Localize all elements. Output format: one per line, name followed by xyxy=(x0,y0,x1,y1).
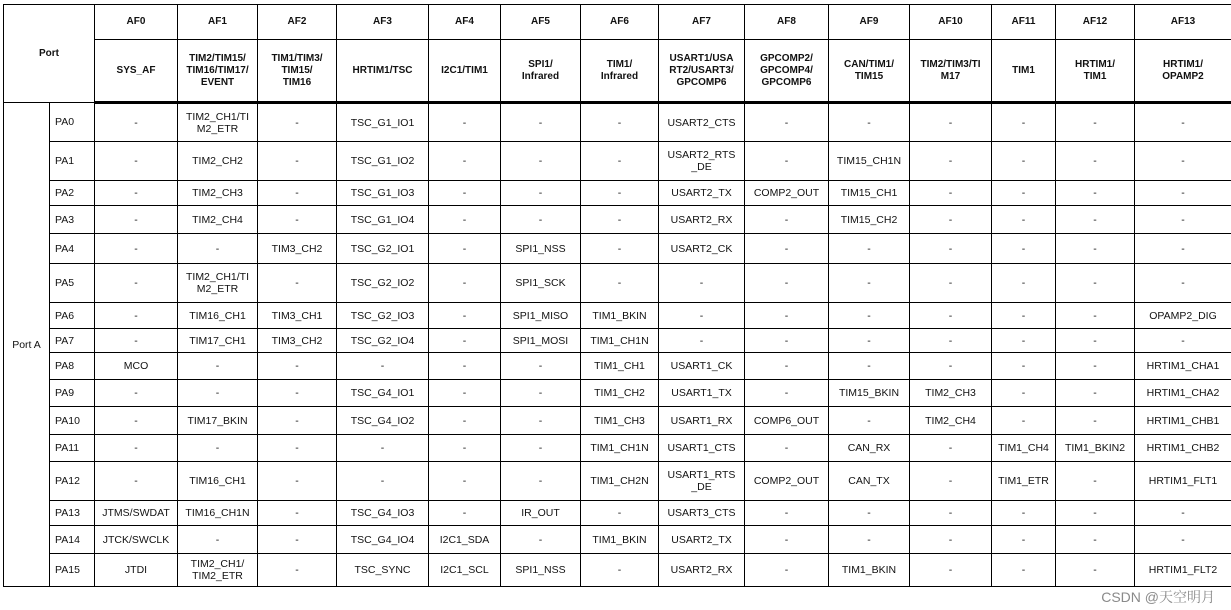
af-cell: USART2_RX xyxy=(659,206,745,234)
pin-name: PA11 xyxy=(50,435,95,462)
af-cell: - xyxy=(258,142,337,181)
af-cell: - xyxy=(910,435,992,462)
af-cell: - xyxy=(429,303,501,329)
af-cell: TIM1_BKIN xyxy=(581,526,659,554)
af-cell: - xyxy=(910,142,992,181)
af-cell: - xyxy=(501,407,581,435)
af-cell: USART2_CTS xyxy=(659,103,745,142)
af-cell: TIM16_CH1 xyxy=(178,303,258,329)
pin-name: PA2 xyxy=(50,181,95,206)
af-cell: TIM1_BKIN xyxy=(581,303,659,329)
pin-name: PA5 xyxy=(50,264,95,303)
af-function-header: SPI1/ Infrared xyxy=(501,40,581,103)
af-cell: - xyxy=(1135,329,1231,353)
af-function-header: USART1/USA RT2/USART3/ GPCOMP6 xyxy=(659,40,745,103)
af-cell: COMP6_OUT xyxy=(745,407,829,435)
af-cell: - xyxy=(1135,234,1231,264)
pin-name: PA6 xyxy=(50,303,95,329)
af-cell: - xyxy=(745,554,829,587)
af-cell: - xyxy=(1056,501,1135,526)
af-cell: TSC_G1_IO3 xyxy=(337,181,429,206)
pin-name: PA8 xyxy=(50,353,95,380)
table-row xyxy=(4,181,1231,206)
af-cell: TSC_G2_IO4 xyxy=(337,329,429,353)
af-cell: - xyxy=(258,103,337,142)
af-cell: - xyxy=(1056,181,1135,206)
af-function-header: GPCOMP2/ GPCOMP4/ GPCOMP6 xyxy=(745,40,829,103)
af-function-header: I2C1/TIM1 xyxy=(429,40,501,103)
af-cell: CAN_RX xyxy=(829,435,910,462)
af-cell: - xyxy=(1056,353,1135,380)
table-row xyxy=(4,501,1231,526)
af-cell: - xyxy=(1056,142,1135,181)
af-cell: SPI1_NSS xyxy=(501,234,581,264)
af-cell: - xyxy=(258,526,337,554)
af-cell: - xyxy=(1056,206,1135,234)
af-cell: - xyxy=(95,329,178,353)
af-cell: - xyxy=(910,103,992,142)
af-cell: TSC_G4_IO4 xyxy=(337,526,429,554)
af-cell: - xyxy=(258,407,337,435)
af-cell: OPAMP2_DIG xyxy=(1135,303,1231,329)
af-cell: TIM2_CH2 xyxy=(178,142,258,181)
af-cell: TIM2_CH4 xyxy=(910,407,992,435)
af-code-header: AF6 xyxy=(581,5,659,40)
af-cell: - xyxy=(258,501,337,526)
af-cell: - xyxy=(258,462,337,501)
af-cell: - xyxy=(659,264,745,303)
af-cell: - xyxy=(258,181,337,206)
af-cell: - xyxy=(258,206,337,234)
af-cell: - xyxy=(95,206,178,234)
af-cell: - xyxy=(429,380,501,407)
af-cell: - xyxy=(1056,103,1135,142)
af-cell: TIM1_BKIN2 xyxy=(1056,435,1135,462)
af-cell: TSC_G4_IO2 xyxy=(337,407,429,435)
af-cell: TSC_G1_IO2 xyxy=(337,142,429,181)
af-cell: TIM1_CH1 xyxy=(581,353,659,380)
af-cell: TIM17_CH1 xyxy=(178,329,258,353)
af-cell: - xyxy=(910,303,992,329)
pin-name: PA1 xyxy=(50,142,95,181)
af-cell: - xyxy=(429,407,501,435)
af-cell: - xyxy=(429,142,501,181)
af-cell: - xyxy=(429,462,501,501)
af-cell: - xyxy=(429,206,501,234)
af-cell: SPI1_NSS xyxy=(501,554,581,587)
af-cell: - xyxy=(745,380,829,407)
af-cell: HRTIM1_CHB1 xyxy=(1135,407,1231,435)
af-code-header: AF0 xyxy=(95,5,178,40)
af-cell: - xyxy=(659,303,745,329)
af-cell: - xyxy=(337,353,429,380)
af-cell: - xyxy=(501,206,581,234)
table-row xyxy=(4,435,1231,462)
af-cell: - xyxy=(992,234,1056,264)
af-cell: - xyxy=(501,353,581,380)
af-cell: - xyxy=(258,264,337,303)
af-cell: TIM15_BKIN xyxy=(829,380,910,407)
af-code-header: AF3 xyxy=(337,5,429,40)
af-cell: USART1_CTS xyxy=(659,435,745,462)
af-cell: - xyxy=(581,103,659,142)
pin-name: PA0 xyxy=(50,103,95,142)
af-cell: TIM17_BKIN xyxy=(178,407,258,435)
af-cell: - xyxy=(178,435,258,462)
af-cell: TSC_G4_IO1 xyxy=(337,380,429,407)
table-row xyxy=(4,407,1231,435)
table-row xyxy=(4,329,1231,353)
af-cell: - xyxy=(829,407,910,435)
af-cell: - xyxy=(501,380,581,407)
af-function-header: HRTIM1/TSC xyxy=(337,40,429,103)
af-cell: TIM1_ETR xyxy=(992,462,1056,501)
af-code-header: AF9 xyxy=(829,5,910,40)
af-cell: TIM1_CH3 xyxy=(581,407,659,435)
af-cell: - xyxy=(1056,303,1135,329)
af-cell: - xyxy=(501,435,581,462)
af-cell: - xyxy=(178,353,258,380)
af-cell: TIM1_CH2N xyxy=(581,462,659,501)
af-cell: - xyxy=(1056,329,1135,353)
af-cell: - xyxy=(429,501,501,526)
af-cell: USART1_TX xyxy=(659,380,745,407)
af-cell: TIM16_CH1N xyxy=(178,501,258,526)
af-cell: TIM2_CH3 xyxy=(910,380,992,407)
af-code-header: AF1 xyxy=(178,5,258,40)
af-cell: - xyxy=(178,526,258,554)
af-cell: TIM1_CH1N xyxy=(581,329,659,353)
af-cell: TIM1_CH2 xyxy=(581,380,659,407)
pin-name: PA12 xyxy=(50,462,95,501)
af-cell: - xyxy=(429,234,501,264)
af-cell: - xyxy=(581,234,659,264)
af-cell: TSC_G1_IO4 xyxy=(337,206,429,234)
af-cell: JTMS/SWDAT xyxy=(95,501,178,526)
af-cell: TSC_G1_IO1 xyxy=(337,103,429,142)
table-row xyxy=(4,142,1231,181)
af-cell: - xyxy=(992,554,1056,587)
af-cell: TIM1_CH4 xyxy=(992,435,1056,462)
af-cell: HRTIM1_CHA1 xyxy=(1135,353,1231,380)
af-function-header: SYS_AF xyxy=(95,40,178,103)
af-cell: TIM2_CH1/TI M2_ETR xyxy=(178,264,258,303)
af-cell: - xyxy=(1056,380,1135,407)
af-code-header: AF2 xyxy=(258,5,337,40)
af-cell: TSC_SYNC xyxy=(337,554,429,587)
af-cell: - xyxy=(258,554,337,587)
af-cell: SPI1_MOSI xyxy=(501,329,581,353)
af-cell: - xyxy=(992,303,1056,329)
af-cell: - xyxy=(1056,462,1135,501)
pin-name: PA15 xyxy=(50,554,95,587)
af-cell: - xyxy=(1135,103,1231,142)
af-cell: - xyxy=(992,329,1056,353)
af-cell: - xyxy=(745,501,829,526)
af-cell: - xyxy=(95,303,178,329)
af-code-header-row xyxy=(4,5,1231,40)
af-cell: - xyxy=(95,264,178,303)
table-row xyxy=(4,380,1231,407)
af-cell: - xyxy=(910,462,992,501)
af-cell: - xyxy=(910,264,992,303)
af-function-header-row xyxy=(4,40,1231,103)
af-cell: TIM3_CH2 xyxy=(258,329,337,353)
af-cell: - xyxy=(95,142,178,181)
af-cell: - xyxy=(581,554,659,587)
af-cell: - xyxy=(829,234,910,264)
af-cell: TIM15_CH1N xyxy=(829,142,910,181)
af-cell: - xyxy=(258,353,337,380)
af-function-header: TIM2/TIM15/ TIM16/TIM17/ EVENT xyxy=(178,40,258,103)
table-header xyxy=(4,5,1231,103)
pin-name: PA13 xyxy=(50,501,95,526)
af-cell: TIM15_CH1 xyxy=(829,181,910,206)
af-cell: MCO xyxy=(95,353,178,380)
af-code-header: AF8 xyxy=(745,5,829,40)
af-cell: - xyxy=(337,462,429,501)
af-cell: - xyxy=(581,181,659,206)
af-cell: - xyxy=(95,462,178,501)
af-cell: - xyxy=(659,329,745,353)
af-cell: - xyxy=(829,264,910,303)
af-cell: - xyxy=(501,142,581,181)
af-cell: - xyxy=(95,435,178,462)
af-function-header: HRTIM1/ TIM1 xyxy=(1056,40,1135,103)
port-header: Port xyxy=(4,5,95,103)
af-cell: USART2_RTS _DE xyxy=(659,142,745,181)
af-cell: TIM3_CH2 xyxy=(258,234,337,264)
af-cell: - xyxy=(95,234,178,264)
af-cell: - xyxy=(829,329,910,353)
pin-name: PA7 xyxy=(50,329,95,353)
af-function-header: TIM2/TIM3/TI M17 xyxy=(910,40,992,103)
af-cell: USART3_CTS xyxy=(659,501,745,526)
af-cell: - xyxy=(581,501,659,526)
table-row xyxy=(4,264,1231,303)
af-cell: HRTIM1_CHB2 xyxy=(1135,435,1231,462)
af-cell: - xyxy=(1135,181,1231,206)
af-cell: TIM2_CH1/ TIM2_ETR xyxy=(178,554,258,587)
af-cell: - xyxy=(581,264,659,303)
af-cell: TIM1_CH1N xyxy=(581,435,659,462)
af-cell: - xyxy=(992,103,1056,142)
af-cell: - xyxy=(178,234,258,264)
af-cell: USART2_CK xyxy=(659,234,745,264)
af-cell: - xyxy=(829,526,910,554)
watermark: CSDN @天空明月 xyxy=(1101,589,1215,605)
table-row xyxy=(4,353,1231,380)
af-cell: - xyxy=(992,353,1056,380)
af-cell: - xyxy=(992,181,1056,206)
af-cell: - xyxy=(258,435,337,462)
af-cell: - xyxy=(1056,407,1135,435)
af-cell: - xyxy=(1056,554,1135,587)
af-cell: I2C1_SDA xyxy=(429,526,501,554)
af-cell: - xyxy=(992,526,1056,554)
af-cell: - xyxy=(95,181,178,206)
af-cell: COMP2_OUT xyxy=(745,181,829,206)
af-cell: TIM16_CH1 xyxy=(178,462,258,501)
af-code-header: AF10 xyxy=(910,5,992,40)
af-cell: - xyxy=(337,435,429,462)
af-cell: - xyxy=(429,329,501,353)
af-cell: - xyxy=(910,554,992,587)
af-function-header: TIM1/TIM3/ TIM15/ TIM16 xyxy=(258,40,337,103)
af-cell: TSC_G4_IO3 xyxy=(337,501,429,526)
af-cell: - xyxy=(95,407,178,435)
af-cell: - xyxy=(745,353,829,380)
af-cell: - xyxy=(178,380,258,407)
af-code-header: AF4 xyxy=(429,5,501,40)
af-cell: SPI1_SCK xyxy=(501,264,581,303)
af-cell: JTDI xyxy=(95,554,178,587)
af-cell: USART1_RX xyxy=(659,407,745,435)
af-cell: - xyxy=(992,264,1056,303)
af-cell: - xyxy=(1135,142,1231,181)
pin-name: PA4 xyxy=(50,234,95,264)
af-cell: - xyxy=(992,501,1056,526)
alternate-function-table xyxy=(3,4,1231,587)
af-cell: SPI1_MISO xyxy=(501,303,581,329)
af-cell: - xyxy=(910,206,992,234)
af-cell: - xyxy=(501,181,581,206)
af-cell: - xyxy=(581,206,659,234)
af-cell: TIM2_CH3 xyxy=(178,181,258,206)
af-cell: - xyxy=(910,181,992,206)
af-cell: CAN_TX xyxy=(829,462,910,501)
af-code-header: AF11 xyxy=(992,5,1056,40)
af-cell: - xyxy=(745,103,829,142)
af-cell: JTCK/SWCLK xyxy=(95,526,178,554)
af-cell: - xyxy=(992,142,1056,181)
af-cell: COMP2_OUT xyxy=(745,462,829,501)
af-cell: - xyxy=(910,526,992,554)
pin-name: PA14 xyxy=(50,526,95,554)
af-cell: TSC_G2_IO1 xyxy=(337,234,429,264)
af-cell: USART2_RX xyxy=(659,554,745,587)
af-cell: - xyxy=(745,234,829,264)
af-cell: TIM2_CH1/TI M2_ETR xyxy=(178,103,258,142)
table-row xyxy=(4,103,1231,142)
af-cell: - xyxy=(1056,264,1135,303)
af-cell: TIM1_BKIN xyxy=(829,554,910,587)
af-cell: - xyxy=(745,206,829,234)
af-cell: USART2_TX xyxy=(659,526,745,554)
af-cell: - xyxy=(429,435,501,462)
table-row xyxy=(4,303,1231,329)
af-cell: HRTIM1_CHA2 xyxy=(1135,380,1231,407)
af-cell: - xyxy=(829,501,910,526)
af-cell: - xyxy=(910,501,992,526)
table-row xyxy=(4,206,1231,234)
af-code-header: AF7 xyxy=(659,5,745,40)
af-cell: I2C1_SCL xyxy=(429,554,501,587)
af-cell: - xyxy=(745,142,829,181)
af-cell: TSC_G2_IO2 xyxy=(337,264,429,303)
af-code-header: AF5 xyxy=(501,5,581,40)
af-code-header: AF13 xyxy=(1135,5,1231,40)
af-cell: HRTIM1_FLT1 xyxy=(1135,462,1231,501)
af-cell: - xyxy=(910,234,992,264)
af-cell: - xyxy=(501,526,581,554)
af-cell: TSC_G2_IO3 xyxy=(337,303,429,329)
af-cell: - xyxy=(992,206,1056,234)
af-function-header: HRTIM1/ OPAMP2 xyxy=(1135,40,1231,103)
af-cell: - xyxy=(429,103,501,142)
af-cell: - xyxy=(429,353,501,380)
af-cell: - xyxy=(745,526,829,554)
af-cell: - xyxy=(1056,526,1135,554)
af-cell: TIM2_CH4 xyxy=(178,206,258,234)
af-cell: - xyxy=(1135,206,1231,234)
table-row xyxy=(4,554,1231,587)
af-function-header: TIM1 xyxy=(992,40,1056,103)
table-row xyxy=(4,234,1231,264)
af-cell: - xyxy=(258,380,337,407)
af-cell: USART1_RTS _DE xyxy=(659,462,745,501)
pin-name: PA10 xyxy=(50,407,95,435)
af-cell: - xyxy=(910,329,992,353)
af-function-header: TIM1/ Infrared xyxy=(581,40,659,103)
af-cell: - xyxy=(745,303,829,329)
af-cell: - xyxy=(910,353,992,380)
af-cell: - xyxy=(829,103,910,142)
af-cell: USART2_TX xyxy=(659,181,745,206)
af-cell: TIM3_CH1 xyxy=(258,303,337,329)
pin-name: PA3 xyxy=(50,206,95,234)
af-cell: - xyxy=(581,142,659,181)
table-row xyxy=(4,526,1231,554)
af-cell: IR_OUT xyxy=(501,501,581,526)
af-cell: - xyxy=(992,407,1056,435)
af-cell: - xyxy=(95,380,178,407)
af-cell: - xyxy=(745,435,829,462)
table-body xyxy=(4,103,1231,587)
af-code-header: AF12 xyxy=(1056,5,1135,40)
af-cell: - xyxy=(992,380,1056,407)
af-cell: - xyxy=(501,462,581,501)
af-cell: - xyxy=(429,264,501,303)
af-cell: - xyxy=(829,303,910,329)
af-cell: - xyxy=(829,353,910,380)
af-cell: HRTIM1_FLT2 xyxy=(1135,554,1231,587)
af-cell: USART1_CK xyxy=(659,353,745,380)
af-cell: - xyxy=(1135,501,1231,526)
af-cell: - xyxy=(745,329,829,353)
af-cell: - xyxy=(95,103,178,142)
af-cell: - xyxy=(745,264,829,303)
af-cell: - xyxy=(1135,264,1231,303)
table-row xyxy=(4,462,1231,501)
af-cell: TIM15_CH2 xyxy=(829,206,910,234)
af-cell: - xyxy=(1135,526,1231,554)
af-cell: - xyxy=(501,103,581,142)
af-cell: - xyxy=(429,181,501,206)
pin-name: PA9 xyxy=(50,380,95,407)
port-group-label: Port A xyxy=(4,103,50,587)
af-function-header: CAN/TIM1/ TIM15 xyxy=(829,40,910,103)
af-cell: - xyxy=(1056,234,1135,264)
